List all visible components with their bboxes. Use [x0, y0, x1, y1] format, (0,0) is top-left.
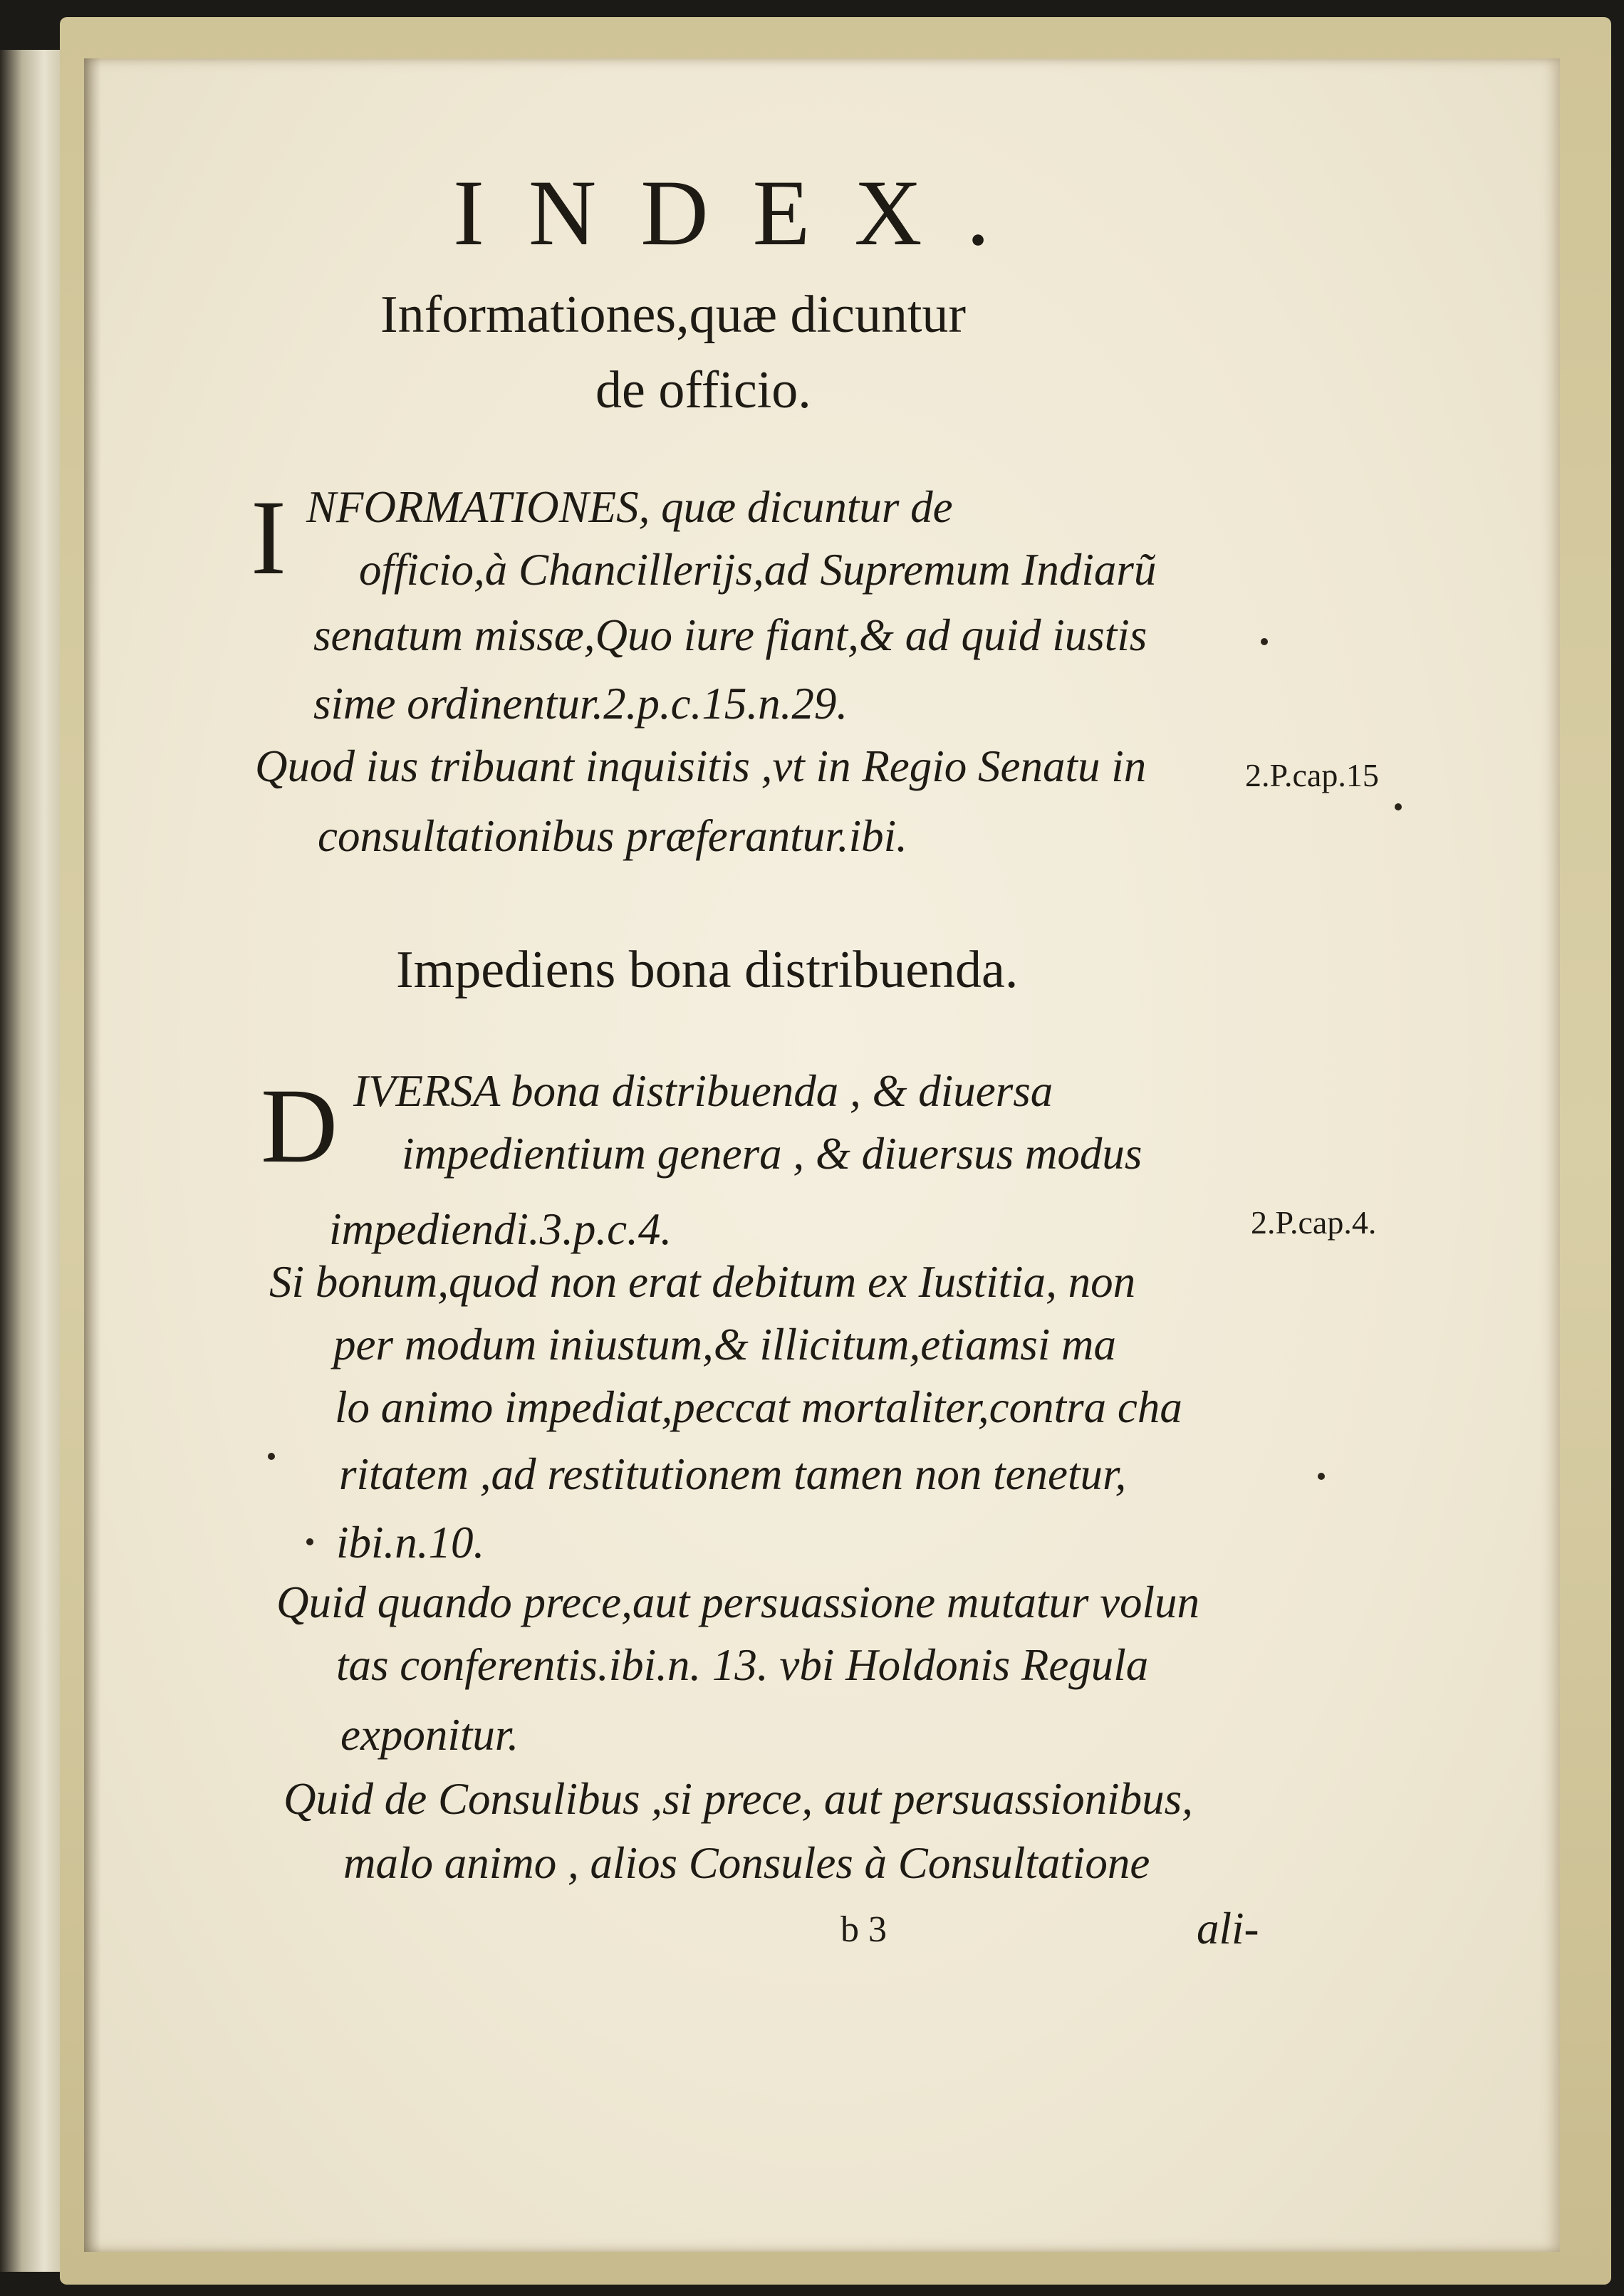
- ink-speck: [306, 1538, 313, 1545]
- margin-note: 2.P.cap.15: [1245, 757, 1379, 793]
- entry-line: NFORMATIONES, quæ dicuntur de: [306, 482, 953, 532]
- catchword: ali-: [1197, 1904, 1259, 1953]
- entry-line: malo animo , alios Consules à Consultatione: [343, 1838, 1150, 1888]
- entry-line: Si bonum,quod non erat debitum ex Iustitia, non: [269, 1257, 1136, 1307]
- section-heading-informationes-line2: de officio.: [595, 361, 811, 419]
- entry-line: Quod ius tribuant inquisitis ,vt in Regio Senatu in: [255, 741, 1147, 791]
- entry-line: consultationibus præferantur.ibi.: [318, 811, 907, 861]
- entry-line: Quid quando prece,aut persuassione mutatur volun: [276, 1577, 1200, 1627]
- entry-line: IVERSA bona distribuenda , & diuersa: [353, 1066, 1053, 1116]
- entry-line: ritatem ,ad restitutionem tamen non tenetur,: [339, 1449, 1127, 1499]
- entry-line: Quid de Consulibus ,si prece, aut persuassionibus,: [283, 1774, 1193, 1824]
- ink-speck: [1318, 1473, 1325, 1480]
- entry-line: impedientium genera , & diuersus modus: [402, 1129, 1142, 1179]
- entry-line: lo animo impediat,peccat mortaliter,contra cha: [335, 1382, 1182, 1432]
- margin-note: 2.P.cap.4.: [1251, 1204, 1377, 1241]
- entry-line: per modum iniustum,& illicitum,etiamsi ma: [333, 1320, 1116, 1369]
- entry-line: exponitur.: [340, 1710, 519, 1760]
- entry-line: tas conferentis.ibi.n. 13. vbi Holdonis Regula: [336, 1640, 1149, 1690]
- spine-shadow: [84, 58, 101, 2252]
- ink-speck: [268, 1453, 275, 1460]
- index-title: INDEX.: [453, 160, 1034, 265]
- section-heading-impediens: Impediens bona distribuenda.: [396, 941, 1019, 999]
- drop-cap-d: D: [261, 1067, 338, 1185]
- entry-line: impediendi.3.p.c.4.: [329, 1204, 672, 1254]
- section-heading-informationes-line1: Informationes,quæ dicuntur: [380, 286, 967, 344]
- entry-line: senatum missæ,Quo iure fiant,& ad quid iustis: [313, 610, 1147, 660]
- previous-page-edge: [0, 50, 63, 2272]
- entry-line: officio,à Chancillerijs,ad Supremum Indiarũ: [359, 545, 1157, 595]
- entry-line: ibi.n.10.: [336, 1518, 485, 1567]
- ink-speck: [1395, 803, 1402, 810]
- ink-speck: [1261, 638, 1268, 645]
- drop-cap-i: I: [251, 479, 286, 597]
- signature-mark: b 3: [840, 1909, 887, 1950]
- entry-line: sime ordinentur.2.p.c.15.n.29.: [313, 679, 848, 729]
